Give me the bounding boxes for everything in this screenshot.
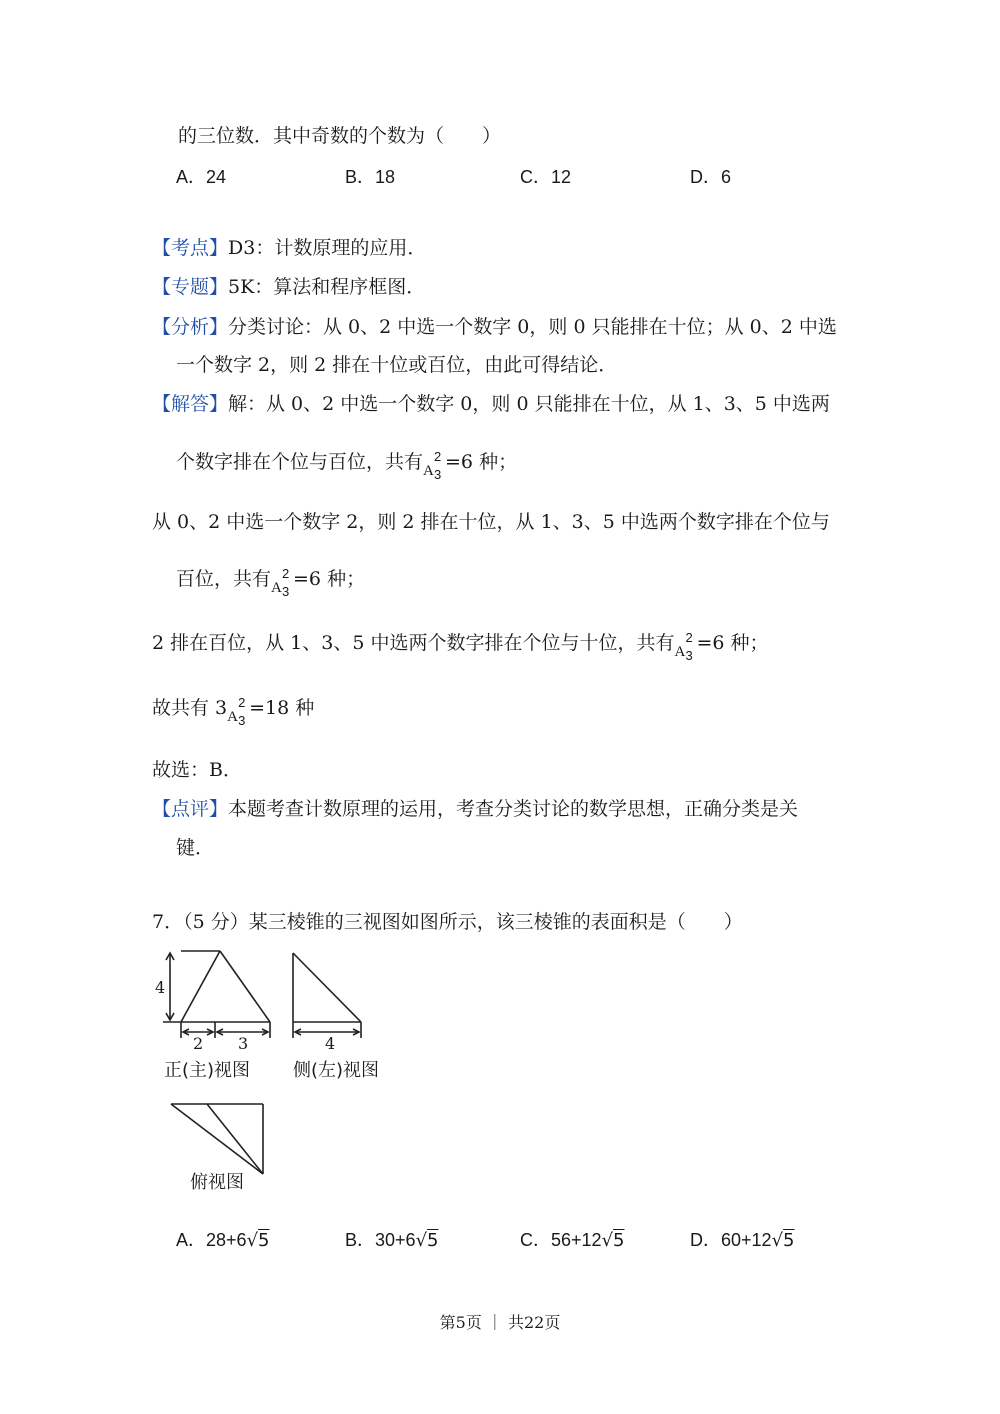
perm-sup: 2 bbox=[238, 695, 246, 710]
radicand: 5 bbox=[783, 1230, 795, 1251]
radicand: 5 bbox=[613, 1230, 625, 1251]
permutation-symbol bbox=[423, 449, 445, 482]
fenxi-tag: 【分析】 bbox=[152, 316, 229, 338]
option-letter: D． bbox=[690, 1230, 721, 1250]
dianping-text-cont: 键． bbox=[176, 837, 215, 859]
text-segment: =18 种 bbox=[249, 697, 315, 719]
front-view-label: 正(主)视图 bbox=[164, 1060, 251, 1081]
perm-A: A bbox=[271, 580, 282, 596]
zhuanti-line bbox=[152, 275, 425, 299]
text-segment: =6 种； bbox=[696, 632, 769, 654]
radicand: 5 bbox=[258, 1230, 270, 1251]
side-view-label: 侧(左)视图 bbox=[293, 1060, 380, 1081]
option-a: A．24 bbox=[176, 167, 227, 187]
option-letter: B． bbox=[345, 1230, 376, 1250]
option-b: B．18 bbox=[345, 167, 396, 187]
fenxi-line bbox=[152, 315, 837, 339]
radicand: 5 bbox=[427, 1230, 439, 1251]
jieda-line bbox=[152, 392, 830, 416]
jieda-tag: 【解答】 bbox=[152, 393, 229, 415]
q7-option-c bbox=[520, 1226, 625, 1252]
option-value: 60+12 bbox=[721, 1230, 772, 1250]
perm-A: A bbox=[674, 644, 686, 660]
sqrt-symbol: √5 bbox=[415, 1230, 439, 1251]
jieda-text: 解：从 0、2 中选一个数字 0，则 0 只能排在十位，从 1、3、5 中选两 bbox=[228, 393, 830, 415]
text-segment: 个数字排在个位与百位，共有 bbox=[176, 451, 424, 473]
text-segment: 2 排在百位，从 1、3、5 中选两个数字排在个位与十位，共有 bbox=[152, 632, 675, 654]
question-7-stem: 7．（5 分）某三棱锥的三视图如图所示，该三棱锥的表面积是（ ） bbox=[152, 911, 743, 933]
zhuanti-text: 5K：算法和程序框图． bbox=[228, 276, 426, 298]
solution-answer: 故选：B． bbox=[152, 759, 242, 781]
solution-line-4 bbox=[176, 566, 366, 599]
perm-sup: 2 bbox=[434, 449, 442, 464]
solution-line-5 bbox=[152, 630, 769, 663]
top-view-label: 俯视图 bbox=[190, 1172, 244, 1193]
permutation-symbol bbox=[227, 695, 249, 728]
perm-sub: 3 bbox=[282, 584, 290, 599]
dianping-tag: 【点评】 bbox=[152, 798, 229, 820]
option-letter: A． bbox=[176, 1230, 207, 1250]
perm-sub: 3 bbox=[685, 648, 693, 663]
top-view-figure bbox=[165, 1098, 270, 1178]
perm-sup: 2 bbox=[685, 630, 693, 645]
page-footer: 第5页 ｜ 共22页 bbox=[439, 1313, 561, 1332]
front-view-figure bbox=[150, 945, 280, 1055]
permutation-symbol bbox=[271, 566, 293, 599]
option-c: C．12 bbox=[520, 167, 572, 187]
option-value: 30+6 bbox=[375, 1230, 416, 1250]
text-segment: 百位，共有 bbox=[176, 568, 272, 590]
q7-option-d bbox=[690, 1226, 795, 1252]
dianping-line bbox=[152, 797, 798, 821]
q7-option-a bbox=[176, 1226, 270, 1252]
zhuanti-tag: 【专题】 bbox=[152, 276, 229, 298]
dim-side-label: 4 bbox=[325, 1034, 336, 1053]
option-value: 28+6 bbox=[206, 1230, 247, 1250]
q7-option-b bbox=[345, 1226, 439, 1252]
fenxi-text-cont: 一个数字 2，则 2 排在十位或百位，由此可得结论． bbox=[176, 354, 618, 376]
perm-A: A bbox=[423, 463, 434, 479]
sqrt-symbol: √5 bbox=[246, 1230, 270, 1251]
text-segment: 故共有 3 bbox=[152, 697, 228, 719]
kaodian-tag: 【考点】 bbox=[152, 237, 229, 259]
sqrt-symbol: √5 bbox=[771, 1230, 795, 1251]
kaodian-text: D3：计数原理的应用． bbox=[228, 237, 427, 259]
option-letter: C． bbox=[520, 1230, 551, 1250]
solution-line-6 bbox=[152, 695, 315, 728]
permutation-symbol bbox=[674, 630, 696, 663]
dianping-text: 本题考查计数原理的运用，考查分类讨论的数学思想，正确分类是关 bbox=[228, 798, 799, 820]
dim-left-label: 2 bbox=[193, 1034, 204, 1053]
perm-A: A bbox=[227, 709, 238, 725]
solution-line-3: 从 0、2 中选一个数字 2，则 2 排在十位，从 1、3、5 中选两个数字排在个位与 bbox=[152, 511, 830, 533]
perm-sub: 3 bbox=[238, 713, 246, 728]
kaodian-line bbox=[152, 236, 426, 260]
jieda-line-2 bbox=[176, 449, 518, 482]
sqrt-symbol: √5 bbox=[601, 1230, 625, 1251]
option-value: 56+12 bbox=[551, 1230, 602, 1250]
option-d: D．6 bbox=[690, 167, 732, 187]
text-segment: =6 种； bbox=[293, 568, 366, 590]
perm-sub: 3 bbox=[434, 467, 442, 482]
text-segment: =6 种； bbox=[445, 451, 518, 473]
dim-height-label: 4 bbox=[155, 978, 166, 997]
perm-sup: 2 bbox=[282, 566, 290, 581]
dim-right-label: 3 bbox=[238, 1034, 249, 1053]
question-text: 的三位数．其中奇数的个数为（ ） bbox=[178, 125, 502, 147]
fenxi-text: 分类讨论：从 0、2 中选一个数字 0，则 0 只能排在十位；从 0、2 中选 bbox=[228, 316, 837, 338]
